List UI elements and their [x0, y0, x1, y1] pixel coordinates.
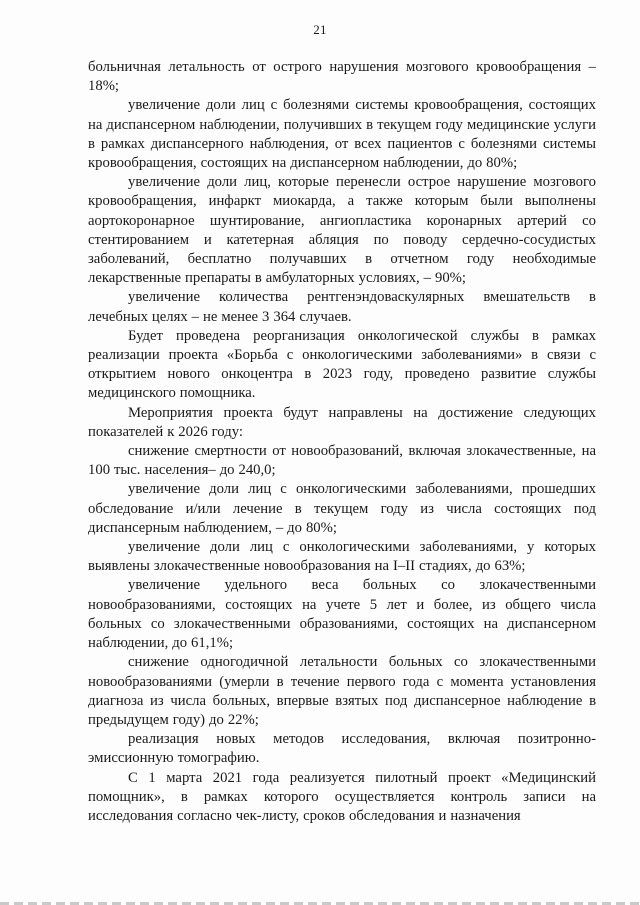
paragraph-one-year-mortality: снижение одногодичной летальности больных со злокачественными новообразованиями (умерли в течение первого года с момента установления диагноза из числа больных, впервые взятых под диспансерное наблюдение в предыдущем году) до 22%; — [88, 654, 596, 728]
page-number: 21 — [313, 22, 327, 37]
paragraph-endovascular: увеличение количества рентгенэндоваскулярных вмешательств в лечебных целях – не менее 3 364 случаев. — [88, 289, 596, 325]
paragraph-pilot-project: С 1 марта 2021 года реализуется пилотный проект «Медицинский помощник», в рамках которого осуществляется контроль записи на исследования согласно чек-листу, сроков обследования и назначения — [88, 769, 596, 824]
paragraph-project-targets-intro: Мероприятия проекта будут направлены на достижение следующих показателей к 2026 году: — [88, 404, 596, 440]
paragraph-new-research-methods: реализация новых методов исследования, включая позитронно-эмиссионную томографию. — [88, 731, 596, 767]
paragraph-oncology-examination: увеличение доли лиц с онкологическими заболеваниями, прошедших обследование и/или лечение в текущем году из числа состоящих под диспансерным наблюдением, – до 80%; — [88, 481, 596, 536]
paragraph-oncology-reorganization: Будет проведена реорганизация онкологической службы в рамках реализации проекта «Борьба с онкологическими заболеваниями» в связи с открытием нового онкоцентра в 2023 году, проведено развитие службы медицинского помощника. — [88, 327, 596, 402]
paragraph-five-year-registry: увеличение удельного веса больных со злокачественными новообразованиями, состоящих на учете 5 лет и более, из общего числа больных со злокачественными образованиями, состоящих на диспансерном наблюдении, до 61,1%; — [88, 577, 596, 652]
paragraph-mortality-stroke: больничная летальность от острого нарушения мозгового кровообращения – 18%; — [88, 59, 596, 95]
document-body — [88, 58, 596, 826]
paragraph-neoplasm-mortality: снижение смертности от новообразований, включая злокачественные, на 100 тыс. населения– до 240,0; — [88, 443, 596, 479]
paragraph-early-stage-detection: увеличение доли лиц с онкологическими заболеваниями, у которых выявлены злокачественные новообразования на I–II стадиях, до 63%; — [88, 539, 596, 575]
paragraph-dispensary-circulatory: увеличение доли лиц с болезнями системы кровообращения, состоящих на диспансерном наблюдении, получивших в текущем году медицинские услуги в рамках диспансерного наблюдения, от всех пациентов с болезнями системы кровообращения, состоящих на диспансерном наблюдении, до 80%; — [88, 97, 596, 172]
paragraph-free-medication: увеличение доли лиц, которые перенесли острое нарушение мозгового кровообращения, инфаркт миокарда, а также которым были выполнены аортокоронарное шунтирование, ангиопластика коронарных артерий со стентированием и катетерная абляция по поводу сердечно-сосудистых заболеваний, бесплатно получавших в отчетном году необходимые лекарственные препараты в амбулаторных условиях, – 90%; — [88, 174, 596, 287]
